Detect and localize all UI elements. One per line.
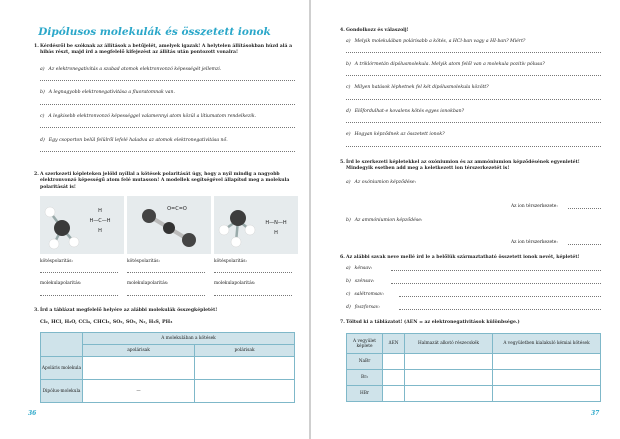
question-6 xyxy=(340,255,601,261)
formula-list: Cl₂, HCl, H₂O, CCl₄, CHCl₃, SO₂, SO₃, N₂, H₂S, PH₃ xyxy=(40,319,173,325)
table-cell[interactable] xyxy=(83,357,195,380)
left-page xyxy=(0,0,309,439)
question-number: 5. xyxy=(340,160,345,165)
answer-line[interactable] xyxy=(346,122,601,123)
q6-item-d: d) foszforsav: xyxy=(346,305,380,310)
molecule-polarity-label: molekulapolaritás: xyxy=(127,281,169,286)
question-number: 6. xyxy=(340,255,345,260)
answer-line[interactable] xyxy=(346,52,601,53)
table-cell[interactable] xyxy=(195,357,295,380)
table-header: A vegyületben kialakuló kémiai kötések xyxy=(493,334,601,354)
question-1 xyxy=(34,44,295,57)
question-text: Az alábbi savak neve mellé írd le a belőlük származtatható összetett ionok nevét, képletét! xyxy=(346,255,580,260)
table-cell[interactable] xyxy=(405,354,493,370)
row-header: HBr xyxy=(347,386,383,402)
q6-item-c: c) salétromsav: xyxy=(346,292,385,297)
compound-table xyxy=(346,333,601,402)
table-cell[interactable] xyxy=(195,380,295,403)
formula-line: H xyxy=(98,208,102,214)
page-title: Dipólusos molekulák és összetett ionok xyxy=(38,26,271,38)
table-header: apolárisak xyxy=(83,345,195,357)
question-text: Írd a táblázat megfelelő helyére az alábbi molekulák összegképletét! xyxy=(40,308,218,313)
formula-line: O=C=O xyxy=(167,206,187,212)
bond-polarity-label: kötéspolaritás: xyxy=(40,259,74,264)
table-header: polárisak xyxy=(195,345,295,357)
q4-item-a: a) Melyik molekulában polárisabb a kötés, a HCl-ban vagy a HI-ban? Miért? xyxy=(346,39,526,44)
right-page xyxy=(311,0,620,439)
question-number: 1. xyxy=(34,44,39,49)
answer-line[interactable] xyxy=(346,99,601,100)
question-text: A szerkezeti képleteken jelöld nyíllal a kötések polaritását úgy, hogy a nyíl mindig a nagyobb elektronvonzó képességű atom felé mutasson! A modellek segítségével állapítsd meg a molekula polaritását is! xyxy=(40,172,290,190)
answer-line[interactable] xyxy=(214,295,292,296)
page-number: 37 xyxy=(591,410,600,417)
q1-item-b: b) A legnagyobb elektronegativitása a fluoratomnak van. xyxy=(40,90,175,95)
answer-line[interactable] xyxy=(127,295,205,296)
answer-line[interactable] xyxy=(568,244,601,245)
answer-line[interactable] xyxy=(40,104,295,105)
table-header: A molekulában a kötések xyxy=(83,333,295,345)
q1-item-d: d) Egy csoporton belül felülről lefelé haladva az atomok elektronegativitása nő. xyxy=(40,138,228,143)
formula-line: H—C—H xyxy=(89,218,111,224)
answer-line[interactable] xyxy=(40,272,118,273)
table-cell[interactable] xyxy=(383,354,405,370)
ammonia-model-image xyxy=(214,196,298,254)
table-header: Halmazát alkotó részecskék xyxy=(405,334,493,354)
bond-polarity-label: kötéspolaritás: xyxy=(127,259,161,264)
row-header: Dipólus-molekula xyxy=(41,380,83,403)
table-header: A vegyület képlete xyxy=(347,334,383,354)
q6-item-a: a) kénsav: xyxy=(346,266,373,271)
bond-polarity-label: kötéspolaritás: xyxy=(214,259,248,264)
answer-line[interactable] xyxy=(214,272,292,273)
answer-line[interactable] xyxy=(399,296,601,297)
table-cell[interactable] xyxy=(405,386,493,402)
q5-item-a: a) Az oxóniumion képződése: xyxy=(346,180,417,185)
q4-item-c: c) Milyen hatások léphetnek fel két dipólusmolekula között? xyxy=(346,85,489,90)
table-cell: — xyxy=(83,380,195,403)
table-cell[interactable] xyxy=(493,386,601,402)
answer-line[interactable] xyxy=(391,283,601,284)
q6-item-b: b) szénsav: xyxy=(346,279,375,284)
methane-model-image xyxy=(40,196,124,254)
table-cell[interactable] xyxy=(493,370,601,386)
q4-item-b: b) A triklórmetán dipólusmolekula. Melyik atom felől van a molekula pozitív pólusa? xyxy=(346,62,545,67)
molecule-table xyxy=(40,332,295,403)
table-cell[interactable] xyxy=(383,370,405,386)
question-number: 2. xyxy=(34,172,39,177)
question-text: Gondolkozz és válaszolj! xyxy=(346,28,409,33)
question-2 xyxy=(34,172,295,191)
table-cell[interactable] xyxy=(405,370,493,386)
answer-line[interactable] xyxy=(40,127,295,128)
answer-line[interactable] xyxy=(391,270,601,271)
table-cell[interactable] xyxy=(493,354,601,370)
question-text: Írd le szerkezeti képletekkel az oxóniumion és az ammóniumion képződésének egyenletét! Mindegyik esetben add meg a keletkezett ion térszerkezetét is! xyxy=(346,160,580,172)
answer-line[interactable] xyxy=(399,309,601,310)
co2-model-image xyxy=(127,196,211,254)
answer-line[interactable] xyxy=(568,208,601,209)
question-number: 4. xyxy=(340,28,345,33)
question-3 xyxy=(34,308,295,314)
molecule-polarity-label: molekulapolaritás: xyxy=(40,281,82,286)
question-7 xyxy=(340,320,601,326)
molecule-polarity-label: molekulapolaritás: xyxy=(214,281,256,286)
row-header: Apoláris molekula xyxy=(41,357,83,380)
answer-line[interactable] xyxy=(40,80,295,81)
q5-item-b: b) Az ammóniumion képződése: xyxy=(346,218,423,223)
answer-line[interactable] xyxy=(346,146,601,147)
answer-line[interactable] xyxy=(346,75,601,76)
question-text: Kérdésről be szóknak az állítások a betűjelét, amelyek igazak! A helytelen állításokban húzd alá a hibás részt, majd írd a megfelelő kifejezést az állítás után pontozott vonalra! xyxy=(40,44,293,56)
question-number: 3. xyxy=(34,308,39,313)
row-header: NaBr xyxy=(347,354,383,370)
table-header: ΔEN xyxy=(383,334,405,354)
question-5 xyxy=(340,160,601,173)
q4-item-e: e) Hogyan képződnek az összetett ionok? xyxy=(346,132,445,137)
answer-line[interactable] xyxy=(40,295,118,296)
ion-shape-label: Az ion térszerkezete: xyxy=(511,204,558,209)
question-number: 7. xyxy=(340,320,345,325)
question-4 xyxy=(340,28,601,34)
question-text: Töltsd ki a táblázatot! (ΔEN = az elektronegativitások különbsége.) xyxy=(346,320,520,325)
formula-line: H xyxy=(274,230,278,236)
q1-item-a: a) Az elektronegativitás a szabad atomok elektronvonzó képességét jellemzi. xyxy=(40,67,222,72)
q1-item-c: c) A legkisebb elektronvonzó képességgel valamennyi atom közül a lítiumatom rendelkezik. xyxy=(40,114,257,119)
formula-line: H—N—H xyxy=(265,220,287,226)
ion-shape-label: Az ion térszerkezete: xyxy=(511,240,558,245)
page-number: 36 xyxy=(28,410,37,417)
answer-line[interactable] xyxy=(40,151,295,152)
q4-item-d: d) Előfordulhat-e kovalens kötés egyes ionokban? xyxy=(346,109,465,114)
answer-line[interactable] xyxy=(127,272,205,273)
formula-line: H xyxy=(98,228,102,234)
table-cell[interactable] xyxy=(383,386,405,402)
row-header: Br₂ xyxy=(347,370,383,386)
